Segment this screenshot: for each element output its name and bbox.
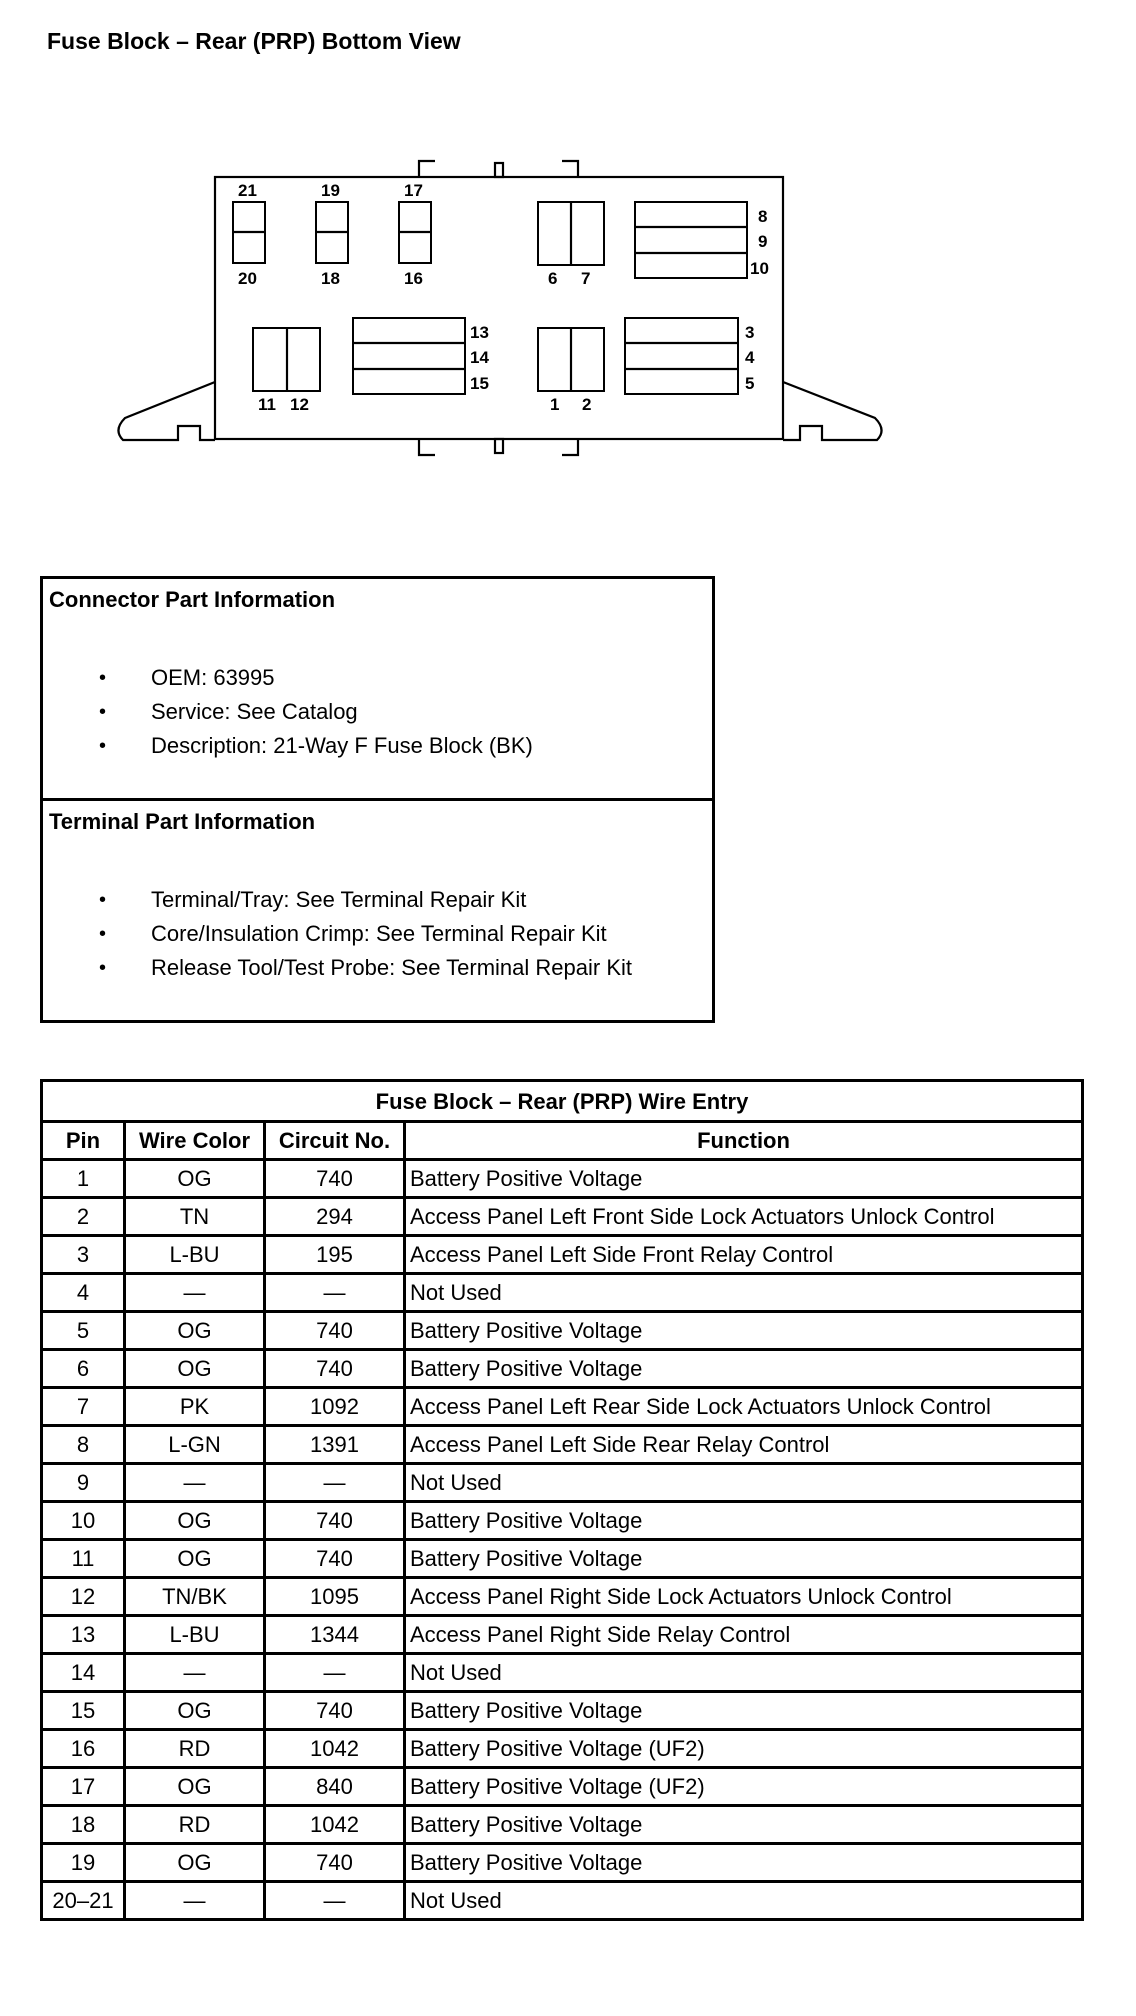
circuit-cell: —: [265, 1654, 405, 1692]
bullet: •: [99, 701, 107, 723]
function-cell: Access Panel Right Side Lock Actuators Unlock Control: [405, 1578, 1083, 1616]
table-row: [42, 1882, 1083, 1920]
pin-label: 17: [404, 181, 423, 200]
pin-cell: 13: [42, 1616, 125, 1654]
circuit-cell: —: [265, 1464, 405, 1502]
circuit-cell: 740: [265, 1350, 405, 1388]
table-caption: Fuse Block – Rear (PRP) Wire Entry: [42, 1081, 1083, 1122]
right-mounting-flange: [783, 382, 882, 440]
pin-cell: 7: [42, 1388, 125, 1426]
function-cell: Battery Positive Voltage: [405, 1312, 1083, 1350]
pin-label: 10: [750, 259, 769, 278]
function-cell: Battery Positive Voltage: [405, 1844, 1083, 1882]
page-title: Fuse Block – Rear (PRP) Bottom View: [47, 28, 461, 54]
pin-label: 6: [548, 269, 558, 288]
bullet: •: [99, 923, 107, 945]
circuit-cell: 740: [265, 1502, 405, 1540]
wire-color-cell: TN/BK: [125, 1578, 265, 1616]
list-item: [43, 951, 632, 985]
fuse-slot-17-16: [399, 202, 431, 263]
fuse-stack-8-9-10: [635, 202, 747, 278]
pin-label: 7: [581, 269, 591, 288]
table-row: [42, 1540, 1083, 1578]
circuit-cell: 740: [265, 1160, 405, 1198]
function-cell: Not Used: [405, 1464, 1083, 1502]
function-cell: Battery Positive Voltage (UF2): [405, 1730, 1083, 1768]
table-row: [42, 1464, 1083, 1502]
table-row: [42, 1312, 1083, 1350]
part-information-box: [40, 576, 715, 1023]
pin-cell: 9: [42, 1464, 125, 1502]
pin-cell: 5: [42, 1312, 125, 1350]
pin-cell: 6: [42, 1350, 125, 1388]
table-row: [42, 1616, 1083, 1654]
pin-cell: 16: [42, 1730, 125, 1768]
bullet: •: [99, 667, 107, 689]
connector-part-information: [43, 579, 712, 798]
pin-cell: 14: [42, 1654, 125, 1692]
function-cell: Battery Positive Voltage: [405, 1692, 1083, 1730]
pin-label: 18: [321, 269, 340, 288]
pin-label: 14: [470, 348, 489, 367]
wire-color-cell: L-BU: [125, 1616, 265, 1654]
table-row: [42, 1844, 1083, 1882]
function-cell: Access Panel Right Side Relay Control: [405, 1616, 1083, 1654]
wire-color-cell: —: [125, 1654, 265, 1692]
pin-label: 1: [550, 395, 560, 414]
circuit-cell: 1344: [265, 1616, 405, 1654]
circuit-cell: 1095: [265, 1578, 405, 1616]
circuit-cell: —: [265, 1274, 405, 1312]
bullet: •: [99, 957, 107, 979]
pin-label: 2: [582, 395, 592, 414]
wire-color-cell: —: [125, 1464, 265, 1502]
column-header: Pin: [42, 1122, 125, 1160]
table-row: [42, 1730, 1083, 1768]
fuse-block-diagram: [0, 0, 1136, 520]
fuse-slot-19-18: [316, 202, 348, 263]
bottom-latch-left: [419, 439, 435, 455]
circuit-cell: 1092: [265, 1388, 405, 1426]
table-row: [42, 1502, 1083, 1540]
wire-color-cell: OG: [125, 1540, 265, 1578]
circuit-cell: 740: [265, 1692, 405, 1730]
top-tab-center: [495, 163, 503, 177]
list-item: [43, 695, 533, 729]
pin-cell: 12: [42, 1578, 125, 1616]
terminal-info-list: [43, 883, 632, 985]
relay-slot-1-2: [538, 328, 604, 391]
function-cell: Battery Positive Voltage: [405, 1350, 1083, 1388]
table-row: [42, 1768, 1083, 1806]
wire-entry-table: [40, 1079, 1084, 1921]
table-row: [42, 1426, 1083, 1464]
pin-label: 15: [470, 374, 489, 393]
wire-color-cell: OG: [125, 1844, 265, 1882]
pin-cell: 10: [42, 1502, 125, 1540]
table-caption-row: [42, 1081, 1083, 1122]
terminal-part-information: [43, 798, 712, 1020]
wire-color-cell: OG: [125, 1502, 265, 1540]
fuse-stack-3-4-5: [625, 318, 738, 394]
pin-label: 9: [758, 232, 768, 251]
left-mounting-flange: [118, 382, 215, 440]
function-cell: Not Used: [405, 1654, 1083, 1692]
pin-cell: 1: [42, 1160, 125, 1198]
bottom-latch-right: [562, 439, 578, 455]
terminal-info-item: Release Tool/Test Probe: See Terminal Repair Kit: [151, 955, 632, 980]
bullet: •: [99, 889, 107, 911]
function-cell: Battery Positive Voltage (UF2): [405, 1768, 1083, 1806]
pin-cell: 18: [42, 1806, 125, 1844]
wire-color-cell: OG: [125, 1160, 265, 1198]
pin-label: 4: [745, 348, 755, 367]
column-header: Circuit No.: [265, 1122, 405, 1160]
pin-label: 8: [758, 207, 768, 226]
table-row: [42, 1236, 1083, 1274]
table-row: [42, 1160, 1083, 1198]
list-item: [43, 661, 533, 695]
pin-cell: 4: [42, 1274, 125, 1312]
fuse-stack-13-14-15: [353, 318, 465, 394]
table-header-row: [42, 1122, 1083, 1160]
circuit-cell: 740: [265, 1844, 405, 1882]
wire-color-cell: —: [125, 1882, 265, 1920]
pin-cell: 17: [42, 1768, 125, 1806]
relay-slot-6-7: [538, 202, 604, 265]
circuit-cell: 195: [265, 1236, 405, 1274]
function-cell: Battery Positive Voltage: [405, 1540, 1083, 1578]
connector-info-list: [43, 661, 533, 763]
wire-color-cell: RD: [125, 1806, 265, 1844]
pin-cell: 8: [42, 1426, 125, 1464]
function-cell: Access Panel Left Front Side Lock Actuators Unlock Control: [405, 1198, 1083, 1236]
pin-label: 5: [745, 374, 755, 393]
table-row: [42, 1692, 1083, 1730]
pin-cell: 3: [42, 1236, 125, 1274]
table-row: [42, 1350, 1083, 1388]
pin-cell: 2: [42, 1198, 125, 1236]
pin-label: 12: [290, 395, 309, 414]
function-cell: Not Used: [405, 1274, 1083, 1312]
pin-label: 13: [470, 323, 489, 342]
pin-cell: 15: [42, 1692, 125, 1730]
list-item: [43, 883, 632, 917]
connector-info-heading: Connector Part Information: [49, 587, 336, 612]
column-header: Wire Color: [125, 1122, 265, 1160]
wire-color-cell: OG: [125, 1768, 265, 1806]
wire-color-cell: OG: [125, 1350, 265, 1388]
circuit-cell: 740: [265, 1312, 405, 1350]
table-row: [42, 1388, 1083, 1426]
pin-label: 20: [238, 269, 257, 288]
function-cell: Battery Positive Voltage: [405, 1502, 1083, 1540]
wire-color-cell: L-BU: [125, 1236, 265, 1274]
function-cell: Access Panel Left Side Rear Relay Control: [405, 1426, 1083, 1464]
relay-slot-11-12: [253, 328, 320, 391]
wire-color-cell: —: [125, 1274, 265, 1312]
pin-label: 21: [238, 181, 257, 200]
wire-color-cell: OG: [125, 1312, 265, 1350]
table-row: [42, 1198, 1083, 1236]
table-row: [42, 1274, 1083, 1312]
wire-color-cell: OG: [125, 1692, 265, 1730]
pin-cell: 20–21: [42, 1882, 125, 1920]
circuit-cell: 1391: [265, 1426, 405, 1464]
function-cell: Not Used: [405, 1882, 1083, 1920]
list-item: [43, 729, 533, 763]
connector-info-item: OEM: 63995: [151, 665, 275, 690]
pin-cell: 19: [42, 1844, 125, 1882]
circuit-cell: —: [265, 1882, 405, 1920]
function-cell: Battery Positive Voltage: [405, 1160, 1083, 1198]
pin-cell: 11: [42, 1540, 125, 1578]
pin-label: 16: [404, 269, 423, 288]
function-cell: Access Panel Left Side Front Relay Control: [405, 1236, 1083, 1274]
connector-info-item: Description: 21-Way F Fuse Block (BK): [151, 733, 533, 758]
circuit-cell: 840: [265, 1768, 405, 1806]
pin-label: 11: [258, 395, 276, 414]
fuse-slot-21-20: [233, 202, 265, 263]
table-row: [42, 1806, 1083, 1844]
function-cell: Access Panel Left Rear Side Lock Actuators Unlock Control: [405, 1388, 1083, 1426]
bullet: •: [99, 735, 107, 757]
circuit-cell: 294: [265, 1198, 405, 1236]
pin-label: 19: [321, 181, 340, 200]
top-latch-right: [562, 161, 578, 177]
circuit-cell: 1042: [265, 1806, 405, 1844]
table-row: [42, 1578, 1083, 1616]
top-latch-left: [419, 161, 435, 177]
connector-info-item: Service: See Catalog: [151, 699, 358, 724]
terminal-info-item: Core/Insulation Crimp: See Terminal Repair Kit: [151, 921, 607, 946]
terminal-info-heading: Terminal Part Information: [49, 809, 316, 834]
wire-color-cell: L-GN: [125, 1426, 265, 1464]
wire-color-cell: TN: [125, 1198, 265, 1236]
function-cell: Battery Positive Voltage: [405, 1806, 1083, 1844]
bottom-tab-center: [495, 439, 503, 453]
list-item: [43, 917, 632, 951]
wire-color-cell: PK: [125, 1388, 265, 1426]
pin-label: 3: [745, 323, 755, 342]
table-row: [42, 1654, 1083, 1692]
circuit-cell: 1042: [265, 1730, 405, 1768]
terminal-info-item: Terminal/Tray: See Terminal Repair Kit: [151, 887, 527, 912]
column-header: Function: [405, 1122, 1083, 1160]
wire-color-cell: RD: [125, 1730, 265, 1768]
circuit-cell: 740: [265, 1540, 405, 1578]
